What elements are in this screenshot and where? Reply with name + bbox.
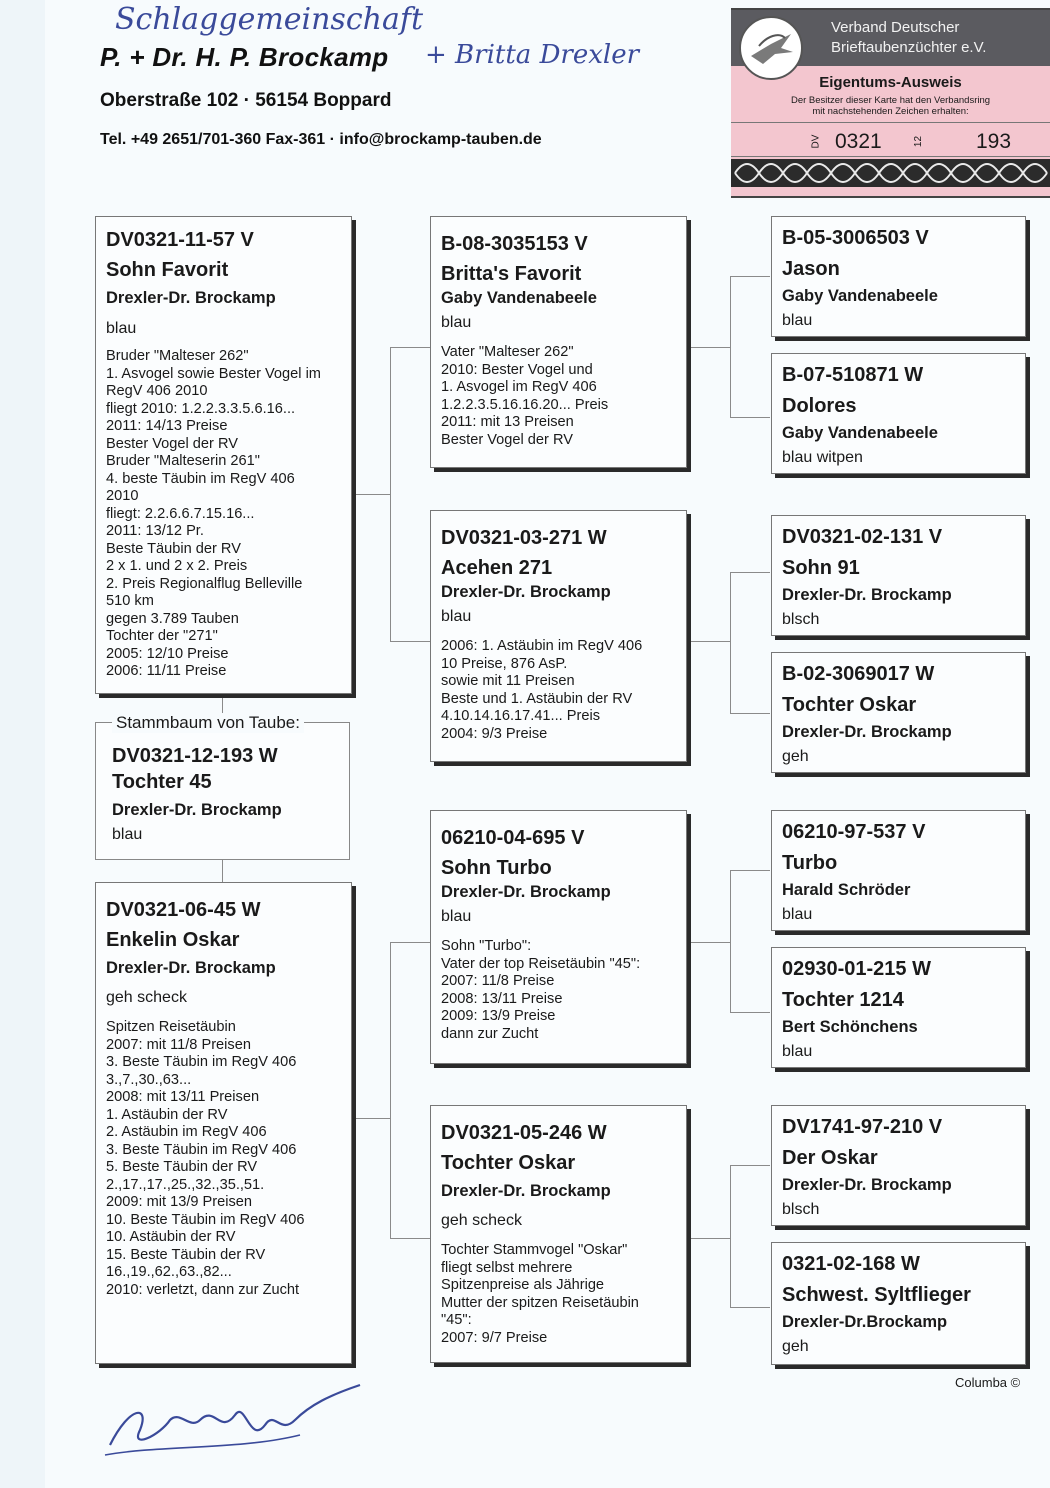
pigeon-breeder: Drexler-Dr. Brockamp <box>106 959 276 977</box>
connector-gp3-v <box>730 870 731 1012</box>
pigeon-breeder: Drexler-Dr. Brockamp <box>441 583 611 601</box>
grandparent-box <box>430 510 687 762</box>
address-line: Oberstraße 102 · 56154 Boppard <box>100 90 392 111</box>
pigeon-name: Sohn 91 <box>782 557 860 579</box>
pigeon-notes: Vater "Malteser 262" 2010: Bester Vogel und 1. Asvogel im RegV 406 1.2.2.3.5.16.16.20... Preis 2011: mit 13 Preisen Bester Vogel der RV <box>441 344 609 448</box>
dove-logo-icon <box>739 16 803 80</box>
great-grandparent-box <box>771 810 1026 931</box>
card-note-line1: Der Besitzer dieser Karte hat den Verbandsring <box>790 95 991 106</box>
card-org-line2: Brieftaubenzüchter e.V. <box>831 39 987 56</box>
card-note-line2: mit nachstehenden Zeichen erhalten: <box>812 106 969 117</box>
pigeon-color: blau <box>782 1043 813 1060</box>
pigeon-color: blau <box>782 906 813 923</box>
pigeon-breeder: Drexler-Dr. Brockamp <box>782 723 952 741</box>
pigeon-color: geh <box>782 1338 809 1355</box>
pigeon-breeder: Drexler-Dr. Brockamp <box>106 289 276 307</box>
connector-gp1-bottom <box>730 417 770 418</box>
card-club-number: 0321 <box>835 130 882 153</box>
connector-gp3-h <box>690 942 730 943</box>
pigeon-ring: B-07-510871 W <box>782 364 924 386</box>
connector-gp4-v <box>730 1165 731 1307</box>
subject-label: Stammbaum von Taube: <box>112 713 304 733</box>
pigeon-breeder: Harald Schröder <box>782 881 911 899</box>
pigeon-ring: DV0321-06-45 W <box>106 899 261 921</box>
ownership-card <box>731 8 1050 198</box>
grandparent-box <box>430 810 687 1064</box>
pigeon-ring: DV0321-05-246 W <box>441 1122 607 1144</box>
pigeon-breeder: Drexler-Dr. Brockamp <box>782 586 952 604</box>
dam-box <box>95 882 352 1364</box>
pigeon-color: blau <box>782 312 813 329</box>
pigeon-breeder: Gaby Vandenabeele <box>441 289 597 307</box>
connector-gp4-bottom <box>730 1307 770 1308</box>
signature <box>100 1375 380 1465</box>
pigeon-color: blau witpen <box>782 449 863 466</box>
connector-sire-v <box>390 347 391 641</box>
great-grandparent-box <box>771 1242 1026 1365</box>
card-org-line1: Verband Deutscher <box>831 19 960 36</box>
pigeon-ring: 02930-01-215 W <box>782 958 931 980</box>
pigeon-breeder: Drexler-Dr.Brockamp <box>782 1313 948 1331</box>
pigeon-ring: DV0321-11-57 V <box>106 229 254 251</box>
card-rule-bottom <box>731 156 1050 157</box>
pigeon-notes: Bruder "Malteser 262" 1. Asvogel sowie Bester Vogel im RegV 406 2010 fliegt 2010: 1.2.2.3.3.5.6.16... 2011: 14/13 Preise Bester Vogel der RV Bruder "Malteserin 261" 4. beste Täubin im RegV 406 2010 fliegt: 2.2.6.6.7.15.16... 2011: 13/12 Pr. Beste Täubin der RV 2 x 1. und 2 x 2. Preis 2. Preis Regionalflug Belleville 510 km gegen 3.789 Tauben Tochter der "271" 2005: 12/10 Preise 2006: 11/11 Preise <box>106 348 321 679</box>
pigeon-color: blau <box>441 908 472 925</box>
pigeon-name: Tochter 1214 <box>782 989 904 1011</box>
pigeon-breeder: Gaby Vandenabeele <box>782 287 938 305</box>
card-year: 12 <box>913 135 925 148</box>
pigeon-color: blsch <box>782 1201 820 1218</box>
connector-dam-h <box>355 1118 390 1119</box>
grandparent-box <box>430 216 687 468</box>
pigeon-name: Turbo <box>782 852 838 874</box>
connector-gp1-top <box>730 276 770 277</box>
pigeon-name: Tochter Oskar <box>441 1152 576 1174</box>
connector-gp4-top <box>730 1165 770 1166</box>
pigeon-breeder: Bert Schönchens <box>782 1018 918 1036</box>
subject-ring: DV0321-12-193 W <box>112 745 278 767</box>
brand-title: P. + Dr. H. P. Brockamp <box>100 42 389 72</box>
connector-subject-dam <box>222 860 223 882</box>
pigeon-ring: DV0321-02-131 V <box>782 526 943 548</box>
pigeon-name: Jason <box>782 258 840 280</box>
connector-dam-top <box>390 942 430 943</box>
pigeon-notes: Sohn "Turbo": Vater der top Reisetäubin "45": 2007: 11/8 Preise 2008: 13/11 Preise 2009: 13/9 Preise dann zur Zucht <box>441 938 641 1042</box>
pigeon-color: geh scheck <box>441 1212 522 1229</box>
great-grandparent-box <box>771 947 1026 1068</box>
great-grandparent-box <box>771 353 1026 474</box>
connector-dam-bottom <box>390 1238 430 1239</box>
great-grandparent-box <box>771 515 1026 636</box>
pigeon-ring: B-02-3069017 W <box>782 663 935 685</box>
great-grandparent-box <box>771 216 1026 337</box>
handwritten-partner: + Britta Drexler <box>425 40 640 70</box>
pigeon-color: blau <box>441 608 472 625</box>
pigeon-ring: 06210-04-695 V <box>441 827 585 849</box>
pigeon-ring: B-08-3035153 V <box>441 233 588 255</box>
pigeon-name: Enkelin Oskar <box>106 929 240 951</box>
great-grandparent-box <box>771 1105 1026 1226</box>
card-rule-top <box>731 122 1050 123</box>
pigeon-name: Tochter Oskar <box>782 694 917 716</box>
subject-name: Tochter 45 <box>112 771 212 793</box>
subject-breeder: Drexler-Dr. Brockamp <box>112 801 282 819</box>
pigeon-color: blau <box>441 314 472 331</box>
pigeon-name: Sohn Turbo <box>441 857 552 879</box>
pigeon-ring: 0321-02-168 W <box>782 1253 920 1275</box>
connector-gp4-h <box>690 1238 730 1239</box>
pigeon-breeder: Gaby Vandenabeele <box>782 424 938 442</box>
connector-gp2-h <box>690 641 730 642</box>
pigeon-name: Acehen 271 <box>441 557 553 579</box>
great-grandparent-box <box>771 652 1026 773</box>
pigeon-name: Dolores <box>782 395 857 417</box>
connector-gp3-bottom <box>730 1012 770 1013</box>
connector-dam-v <box>390 942 391 1238</box>
card-title: Eigentums-Ausweis <box>819 74 962 91</box>
pigeon-notes: 2006: 1. Astäubin im RegV 406 10 Preise, 876 AsP. sowie mit 11 Preisen Beste und 1. Astäubin der RV 4.10.14.16.17.41... Preis 2004: 9/3 Preise <box>441 638 643 742</box>
pigeon-color: geh scheck <box>106 989 187 1006</box>
connector-gp2-top <box>730 572 770 573</box>
pigeon-name: Sohn Favorit <box>106 259 229 281</box>
pigeon-ring: DV1741-97-210 V <box>782 1116 943 1138</box>
card-ring-number: 193 <box>976 130 1012 153</box>
handwritten-header: Schlaggemeinschaft <box>115 2 423 37</box>
pigeon-ring: B-05-3006503 V <box>782 227 929 249</box>
pigeon-breeder: Drexler-Dr. Brockamp <box>441 1182 611 1200</box>
connector-gp2-v <box>730 572 731 713</box>
pigeon-name: Schwest. Syltflieger <box>782 1284 971 1306</box>
subject-color: blau <box>112 826 143 843</box>
sire-box <box>95 216 352 694</box>
pigeon-ring: DV0321-03-271 W <box>441 527 607 549</box>
connector-sire-top <box>390 347 430 348</box>
connector-gp2-bottom <box>730 713 770 714</box>
connector-gp3-top <box>730 870 770 871</box>
subject-box <box>95 722 350 860</box>
pigeon-color: blau <box>106 320 137 337</box>
pigeon-name: Britta's Favorit <box>441 263 582 285</box>
card-prefix: DV <box>810 134 822 149</box>
contact-line: Tel. +49 2651/701-360 Fax-361 · info@brockamp-tauben.de <box>100 131 542 148</box>
card-ornament-band <box>731 159 1050 187</box>
connector-gp1-h <box>690 347 730 348</box>
connector-gp1-v <box>730 276 731 417</box>
pigeon-notes: Spitzen Reisetäubin 2007: mit 11/8 Preisen 3. Beste Täubin im RegV 406 3.,7.,30.,63... 2008: mit 13/11 Preisen 1. Astäubin der RV 2. Astäubin im RegV 406 3. Beste Täubin im RegV 406 5. Beste Täubin der RV 2.,17.,17.,25.,32.,35.,51. 2009: mit 13/9 Preisen 10. Beste Täubin im RegV 406 10. Astäubin der RV 15. Beste Täubin der RV 16.,19.,62.,63.,82... 2010: verletzt, dann zur Zucht <box>106 1019 305 1298</box>
pigeon-ring: 06210-97-537 V <box>782 821 926 843</box>
connector-sire-bottom <box>390 641 430 642</box>
pigeon-breeder: Drexler-Dr. Brockamp <box>441 883 611 901</box>
credit-text: Columba © <box>955 1375 1021 1390</box>
connector-sire-h <box>355 494 390 495</box>
grandparent-box <box>430 1105 687 1363</box>
pigeon-color: geh <box>782 748 809 765</box>
pigeon-name: Der Oskar <box>782 1147 878 1169</box>
pigeon-notes: Tochter Stammvogel "Oskar" fliegt selbst mehrere Spitzenpreise als Jährige Mutter der spitzen Reisetäubin "45": 2007: 9/7 Preise <box>441 1242 639 1346</box>
pigeon-breeder: Drexler-Dr. Brockamp <box>782 1176 952 1194</box>
pigeon-color: blsch <box>782 611 820 628</box>
